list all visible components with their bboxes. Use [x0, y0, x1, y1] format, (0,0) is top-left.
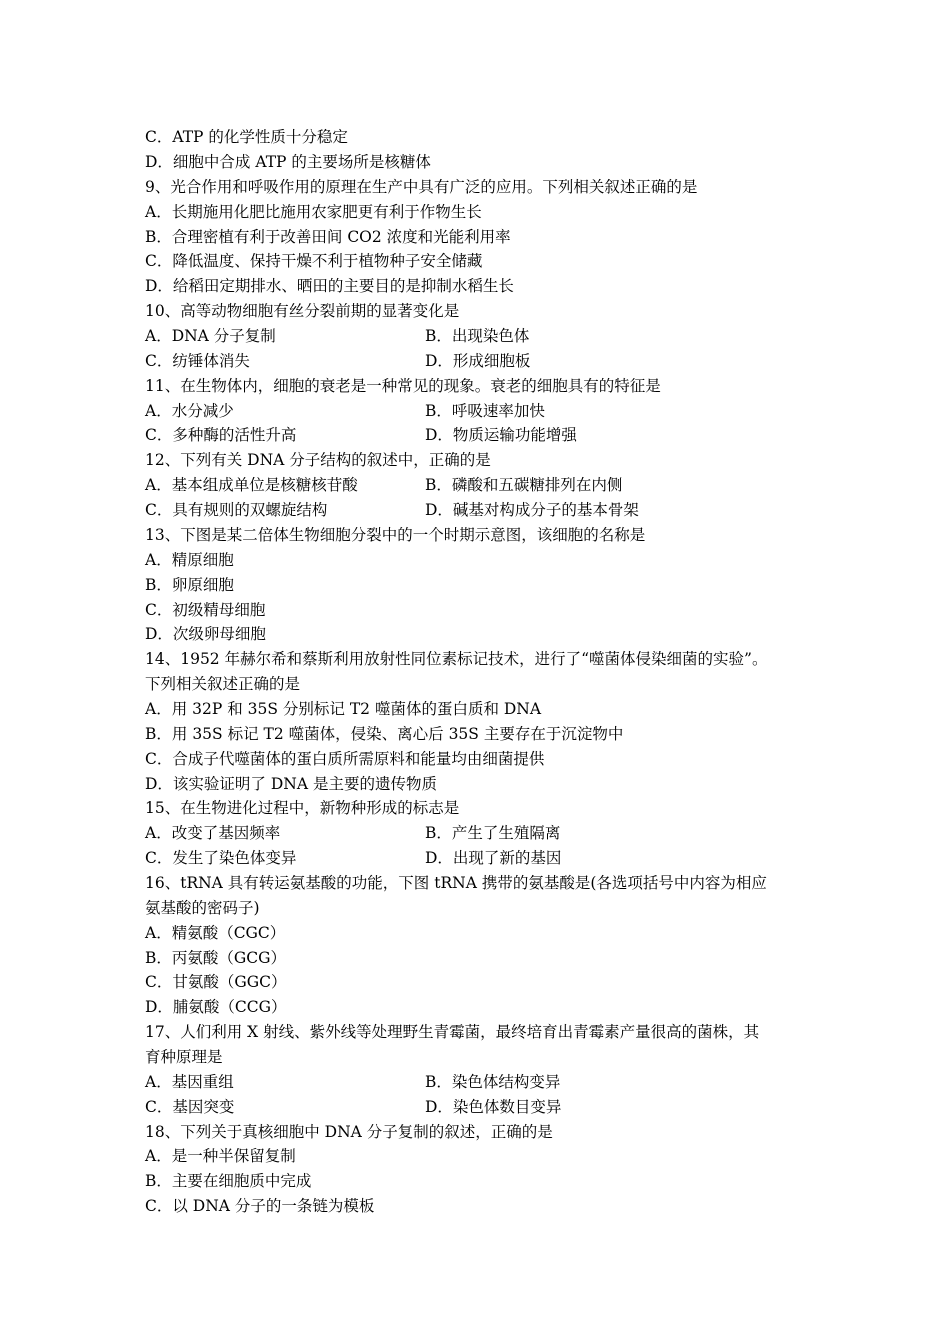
question-stem-continued: 下列相关叙述正确的是	[145, 675, 301, 693]
option-b: B．呼吸速率加快	[425, 402, 545, 420]
question-stem: 14、1952 年赫尔希和蔡斯利用放射性同位素标记技术，进行了“噬菌体侵染细菌的实验”。	[145, 650, 768, 668]
option-line: C．降低温度、保持干燥不利于植物种子安全储藏	[145, 252, 483, 270]
option-line: B．合理密植有利于改善田间 CO2 浓度和光能利用率	[145, 228, 511, 246]
option-row	[145, 847, 562, 869]
option-line: A．长期施用化肥比施用农家肥更有利于作物生长	[145, 203, 482, 221]
option-c: C．多种酶的活性升高	[145, 426, 297, 444]
option-line: C．以 DNA 分子的一条链为模板	[145, 1197, 375, 1215]
option-d: D．物质运输功能增强	[425, 426, 577, 444]
option-line: A．精原细胞	[145, 551, 234, 569]
option-row	[145, 350, 531, 372]
option-line: B．主要在细胞质中完成	[145, 1172, 312, 1190]
option-line: A．是一种半保留复制	[145, 1147, 296, 1165]
option-row	[145, 424, 577, 446]
question-stem: 17、人们利用 X 射线、紫外线等处理野生青霉菌，最终培育出青霉素产量很高的菌株，其	[145, 1023, 760, 1041]
option-row	[145, 1071, 561, 1093]
option-c: C．发生了染色体变异	[145, 849, 297, 867]
question-stem: 10、高等动物细胞有丝分裂前期的显著变化是	[145, 302, 460, 320]
option-row	[145, 400, 545, 422]
option-c: C．纺锤体消失	[145, 352, 250, 370]
option-d: D．染色体数目变异	[425, 1098, 562, 1116]
question-stem: 12、下列有关 DNA 分子结构的叙述中，正确的是	[145, 451, 491, 469]
question-stem: 18、下列关于真核细胞中 DNA 分子复制的叙述，正确的是	[145, 1123, 553, 1141]
option-row	[145, 499, 639, 521]
option-line: D．给稻田定期排水、晒田的主要目的是抑制水稻生长	[145, 277, 514, 295]
question-stem: 11、在生物体内，细胞的衰老是一种常见的现象。衰老的细胞具有的特征是	[145, 377, 661, 395]
option-line: D．细胞中合成 ATP 的主要场所是核糖体	[145, 153, 431, 171]
option-b: B．磷酸和五碳糖排列在内侧	[425, 476, 623, 494]
option-line: D．次级卵母细胞	[145, 625, 266, 643]
option-a: A．基因重组	[145, 1073, 234, 1091]
option-c: C．具有规则的双螺旋结构	[145, 501, 328, 519]
question-stem-continued: 育种原理是	[145, 1048, 223, 1066]
option-line: B．丙氨酸（GCG）	[145, 949, 287, 967]
option-b: B．染色体结构变异	[425, 1073, 561, 1091]
option-c: C．基因突变	[145, 1098, 235, 1116]
option-line: D．该实验证明了 DNA 是主要的遗传物质	[145, 775, 437, 793]
option-line: C．合成子代噬菌体的蛋白质所需原料和能量均由细菌提供	[145, 750, 545, 768]
option-line: A．用 32P 和 35S 分别标记 T2 噬菌体的蛋白质和 DNA	[145, 700, 542, 718]
option-line: B．卵原细胞	[145, 576, 234, 594]
option-row	[145, 1096, 562, 1118]
option-a: A．DNA 分子复制	[145, 327, 276, 345]
question-stem: 13、下图是某二倍体生物细胞分裂中的一个时期示意图，该细胞的名称是	[145, 526, 646, 544]
option-line: A．精氨酸（CGC）	[145, 924, 286, 942]
option-line: C．甘氨酸（GGC）	[145, 973, 287, 991]
option-d: D．形成细胞板	[425, 352, 531, 370]
option-row	[145, 474, 623, 496]
question-stem: 16、tRNA 具有转运氨基酸的功能，下图 tRNA 携带的氨基酸是(各选项括号中内容为相应	[145, 874, 767, 892]
option-row	[145, 822, 561, 844]
question-stem: 15、在生物进化过程中，新物种形成的标志是	[145, 799, 460, 817]
option-line: D．脯氨酸（CCG）	[145, 998, 287, 1016]
option-d: D．碱基对构成分子的基本骨架	[425, 501, 639, 519]
option-b: B．出现染色体	[425, 327, 530, 345]
question-stem: 9、光合作用和呼吸作用的原理在生产中具有广泛的应用。下列相关叙述正确的是	[145, 178, 698, 196]
question-stem-continued: 氨基酸的密码子)	[145, 899, 260, 917]
option-b: B．产生了生殖隔离	[425, 824, 561, 842]
option-row	[145, 325, 530, 347]
option-a: A．基本组成单位是核糖核苷酸	[145, 476, 358, 494]
option-line: C．初级精母细胞	[145, 601, 266, 619]
option-a: A．改变了基因频率	[145, 824, 281, 842]
option-line: B．用 35S 标记 T2 噬菌体，侵染、离心后 35S 主要存在于沉淀物中	[145, 725, 624, 743]
option-line: C．ATP 的化学性质十分稳定	[145, 128, 348, 146]
option-a: A．水分减少	[145, 402, 234, 420]
option-d: D．出现了新的基因	[425, 849, 562, 867]
